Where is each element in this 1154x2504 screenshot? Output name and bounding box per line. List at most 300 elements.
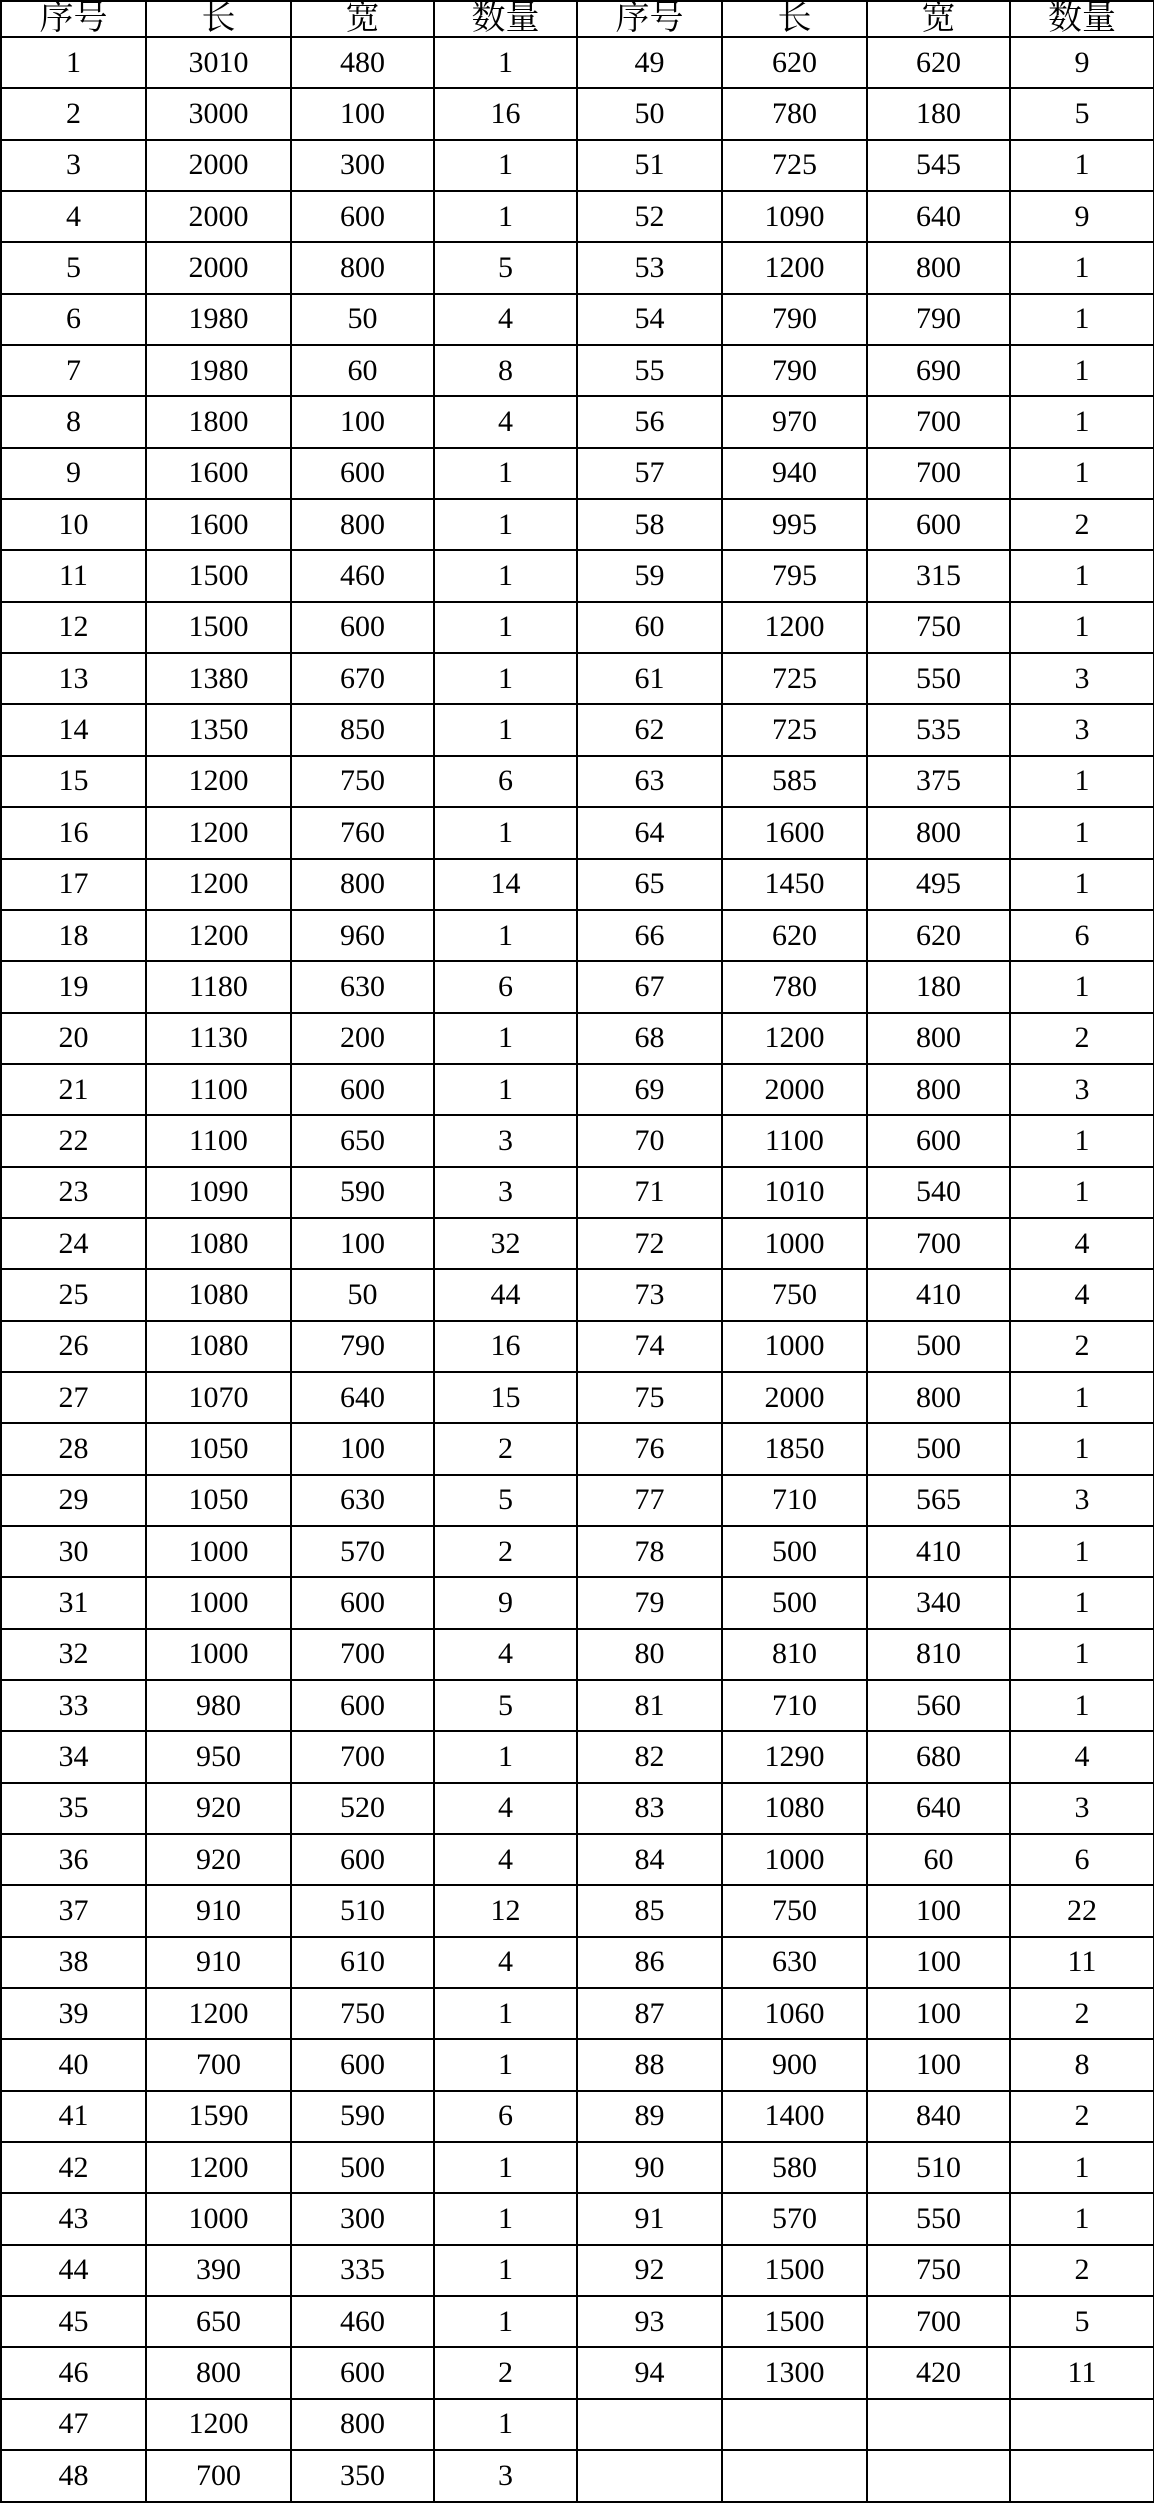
cell-quantity: 12 [434,1885,577,1936]
cell-quantity: 1 [434,191,577,242]
cell-width: 500 [867,1321,1010,1372]
cell-quantity: 15 [434,1372,577,1423]
table-row [1,1680,1154,1731]
cell-index: 13 [1,653,146,704]
cell-width: 800 [291,499,434,550]
cell-index: 16 [1,807,146,858]
table-row [1,2296,1154,2347]
cell-length: 710 [722,1680,867,1731]
cell-length: 910 [146,1937,291,1988]
cell-length: 1000 [146,1526,291,1577]
cell-width: 100 [291,88,434,139]
cell-length: 1200 [146,859,291,910]
cell-length: 1100 [146,1064,291,1115]
cell-index: 51 [577,140,722,191]
table-row [1,1731,1154,1782]
cell-width [867,2450,1010,2502]
cell-length: 1200 [146,807,291,858]
cell-index: 80 [577,1629,722,1680]
cell-width: 180 [867,961,1010,1012]
cell-quantity: 2 [434,1423,577,1474]
cell-index: 75 [577,1372,722,1423]
cell-length: 1000 [722,1218,867,1269]
cell-length: 1600 [146,448,291,499]
cell-quantity: 1 [1010,1526,1154,1577]
cell-length: 1200 [722,602,867,653]
cell-width: 700 [291,1731,434,1782]
header-index-right: 序号 [577,1,722,37]
cell-quantity: 1 [1010,448,1154,499]
cell-width: 550 [867,653,1010,704]
cell-length: 995 [722,499,867,550]
table-row [1,1937,1154,1988]
cell-width: 680 [867,1731,1010,1782]
cell-width: 620 [867,910,1010,961]
cell-width: 100 [291,1218,434,1269]
table-row [1,345,1154,396]
cell-quantity: 1 [1010,1577,1154,1628]
cell-length: 780 [722,88,867,139]
cell-width: 600 [291,191,434,242]
cell-quantity: 3 [434,1115,577,1166]
header-index-left: 序号 [1,1,146,37]
cell-quantity: 1 [1010,242,1154,293]
table-row [1,1321,1154,1372]
cell-width: 315 [867,550,1010,601]
cell-quantity: 1 [434,550,577,601]
cell-index: 63 [577,756,722,807]
cell-width: 560 [867,1680,1010,1731]
cell-width: 800 [291,859,434,910]
cell-length: 2000 [722,1372,867,1423]
cell-width: 420 [867,2347,1010,2398]
cell-quantity: 2 [1010,1013,1154,1064]
cell-quantity: 1 [1010,294,1154,345]
cell-index: 12 [1,602,146,653]
cell-quantity: 5 [434,1475,577,1526]
table-row [1,448,1154,499]
cell-quantity: 9 [434,1577,577,1628]
cell-length: 790 [722,294,867,345]
cell-quantity: 1 [1010,2193,1154,2244]
cell-quantity: 3 [1010,653,1154,704]
cell-length: 1080 [146,1269,291,1320]
cell-width: 800 [291,2399,434,2450]
table-row [1,1167,1154,1218]
cell-length: 620 [722,910,867,961]
table-row [1,396,1154,447]
cell-quantity: 14 [434,859,577,910]
cell-index: 48 [1,2450,146,2502]
cell-index: 79 [577,1577,722,1628]
cell-quantity: 3 [434,1167,577,1218]
cell-width: 650 [291,1115,434,1166]
table-row [1,1372,1154,1423]
cell-width: 700 [867,448,1010,499]
cell-index: 27 [1,1372,146,1423]
cell-width: 545 [867,140,1010,191]
cell-length: 630 [722,1937,867,1988]
cell-index: 39 [1,1988,146,2039]
cell-length: 1090 [146,1167,291,1218]
cell-length: 390 [146,2245,291,2296]
cell-quantity: 4 [434,396,577,447]
cell-width: 200 [291,1013,434,1064]
cell-width: 600 [867,499,1010,550]
table-row [1,756,1154,807]
cell-length: 1600 [146,499,291,550]
cell-length: 1800 [146,396,291,447]
table-row [1,2039,1154,2090]
cell-index: 72 [577,1218,722,1269]
cell-width: 550 [867,2193,1010,2244]
cell-index: 40 [1,2039,146,2090]
cell-width: 100 [291,396,434,447]
table-row [1,294,1154,345]
cell-index: 59 [577,550,722,601]
cell-width: 565 [867,1475,1010,1526]
cell-length: 1600 [722,807,867,858]
cell-width: 600 [291,1577,434,1628]
table-row [1,1629,1154,1680]
cell-width: 100 [867,1885,1010,1936]
cell-length: 1290 [722,1731,867,1782]
cell-index: 77 [577,1475,722,1526]
cell-quantity: 2 [1010,1321,1154,1372]
cell-width: 800 [867,807,1010,858]
cell-length: 3010 [146,37,291,88]
cell-width: 700 [867,396,1010,447]
cell-quantity: 1 [434,2039,577,2090]
cell-index: 41 [1,2091,146,2142]
cell-length: 1080 [146,1218,291,1269]
cell-width: 600 [291,1834,434,1885]
cell-quantity: 6 [1010,1834,1154,1885]
cell-length: 700 [146,2450,291,2502]
cell-length: 1090 [722,191,867,242]
cell-length: 780 [722,961,867,1012]
cell-length: 650 [146,2296,291,2347]
cell-quantity: 1 [1010,1167,1154,1218]
cell-length: 1850 [722,1423,867,1474]
table-row [1,242,1154,293]
cell-index: 43 [1,2193,146,2244]
cell-width: 600 [291,1064,434,1115]
cell-length: 1500 [146,550,291,601]
cell-index: 42 [1,2142,146,2193]
cell-index: 38 [1,1937,146,1988]
cell-width: 600 [867,1115,1010,1166]
cell-width: 690 [867,345,1010,396]
cell-width: 800 [291,242,434,293]
table-row [1,2347,1154,2398]
cell-index: 15 [1,756,146,807]
table-row [1,1013,1154,1064]
cell-quantity: 2 [1010,2091,1154,2142]
cell-index: 4 [1,191,146,242]
cell-width [867,2399,1010,2450]
cell-quantity: 22 [1010,1885,1154,1936]
cell-index: 7 [1,345,146,396]
cell-quantity: 8 [1010,2039,1154,2090]
cell-width: 790 [291,1321,434,1372]
cell-quantity: 5 [1010,88,1154,139]
cell-length: 1980 [146,294,291,345]
cell-quantity: 1 [1010,1115,1154,1166]
cell-width: 790 [867,294,1010,345]
cell-index: 67 [577,961,722,1012]
cell-width: 840 [867,2091,1010,2142]
cell-length: 1080 [722,1783,867,1834]
cell-width: 610 [291,1937,434,1988]
cell-length: 1000 [722,1321,867,1372]
cell-quantity: 16 [434,1321,577,1372]
cell-width: 50 [291,1269,434,1320]
cell-index: 62 [577,704,722,755]
cell-length: 1070 [146,1372,291,1423]
cell-width: 670 [291,653,434,704]
cell-width: 850 [291,704,434,755]
cell-index: 91 [577,2193,722,2244]
cell-length [722,2450,867,2502]
table-row [1,550,1154,601]
cell-index: 17 [1,859,146,910]
cell-index: 19 [1,961,146,1012]
cell-width: 100 [867,2039,1010,2090]
cell-quantity: 1 [434,1731,577,1782]
cell-width: 600 [291,2039,434,2090]
cell-length: 2000 [146,242,291,293]
table-row [1,88,1154,139]
header-quantity-left: 数量 [434,1,577,37]
cell-index: 56 [577,396,722,447]
cell-index: 21 [1,1064,146,1115]
cell-index: 90 [577,2142,722,2193]
cell-length: 920 [146,1783,291,1834]
table-row [1,1885,1154,1936]
cell-index: 28 [1,1423,146,1474]
cell-length: 1060 [722,1988,867,2039]
cell-width: 640 [291,1372,434,1423]
cell-index: 60 [577,602,722,653]
cell-index: 44 [1,2245,146,2296]
cell-length: 1000 [146,2193,291,2244]
cell-length: 795 [722,550,867,601]
cell-width: 590 [291,2091,434,2142]
cell-quantity: 1 [434,807,577,858]
cell-quantity: 6 [434,2091,577,2142]
cell-quantity: 4 [1010,1218,1154,1269]
cell-length: 790 [722,345,867,396]
cell-index: 8 [1,396,146,447]
cell-index: 32 [1,1629,146,1680]
table-row [1,1115,1154,1166]
cell-index: 65 [577,859,722,910]
cell-length: 900 [722,2039,867,2090]
cell-quantity: 1 [1010,2142,1154,2193]
cell-index: 47 [1,2399,146,2450]
cell-quantity: 32 [434,1218,577,1269]
cell-width: 500 [291,2142,434,2193]
cell-quantity: 5 [434,1680,577,1731]
cell-width: 460 [291,2296,434,2347]
cell-length: 1300 [722,2347,867,2398]
cell-index: 54 [577,294,722,345]
cell-quantity: 4 [434,1834,577,1885]
cell-index: 37 [1,1885,146,1936]
cell-width: 750 [867,602,1010,653]
cell-length: 725 [722,704,867,755]
cell-length: 1500 [722,2296,867,2347]
cell-length: 710 [722,1475,867,1526]
cell-width: 60 [867,1834,1010,1885]
cell-length: 500 [722,1577,867,1628]
cell-width: 100 [291,1423,434,1474]
cell-length: 1130 [146,1013,291,1064]
table-row [1,807,1154,858]
table-row [1,961,1154,1012]
header-quantity-right: 数量 [1010,1,1154,37]
table-row [1,1526,1154,1577]
cell-quantity: 6 [1010,910,1154,961]
cell-quantity: 3 [1010,1783,1154,1834]
cell-index: 11 [1,550,146,601]
cell-index: 55 [577,345,722,396]
cell-width: 800 [867,1013,1010,1064]
cell-index: 58 [577,499,722,550]
cell-index: 76 [577,1423,722,1474]
cell-quantity: 6 [434,756,577,807]
cell-index: 24 [1,1218,146,1269]
cell-width: 630 [291,1475,434,1526]
cell-width: 300 [291,2193,434,2244]
cell-width: 300 [291,140,434,191]
cell-width: 700 [867,2296,1010,2347]
cell-width: 640 [867,1783,1010,1834]
cell-quantity: 1 [434,910,577,961]
cell-index: 82 [577,1731,722,1782]
cell-quantity: 6 [434,961,577,1012]
header-width-right: 宽 [867,1,1010,37]
cell-quantity: 2 [1010,2245,1154,2296]
cell-quantity: 5 [434,242,577,293]
cell-index: 26 [1,1321,146,1372]
cell-index: 36 [1,1834,146,1885]
cell-quantity: 1 [434,2399,577,2450]
cell-index: 52 [577,191,722,242]
cell-index: 70 [577,1115,722,1166]
cell-quantity: 3 [1010,1064,1154,1115]
table-row [1,2399,1154,2450]
cell-length: 1050 [146,1423,291,1474]
cell-length: 1200 [146,2142,291,2193]
cell-length: 750 [722,1885,867,1936]
cell-index: 87 [577,1988,722,2039]
cell-quantity: 1 [1010,1423,1154,1474]
cell-quantity: 1 [434,1013,577,1064]
cell-index: 53 [577,242,722,293]
table-row [1,191,1154,242]
cell-width: 630 [291,961,434,1012]
cell-length: 725 [722,140,867,191]
cell-quantity: 1 [1010,345,1154,396]
cell-width: 540 [867,1167,1010,1218]
cell-quantity: 1 [1010,1680,1154,1731]
cell-quantity: 9 [1010,191,1154,242]
cell-length: 1080 [146,1321,291,1372]
cell-length: 1180 [146,961,291,1012]
cell-quantity: 1 [434,2142,577,2193]
table-row [1,1834,1154,1885]
cell-index: 3 [1,140,146,191]
cell-width: 600 [291,602,434,653]
cell-index: 34 [1,1731,146,1782]
cell-length: 725 [722,653,867,704]
cell-length: 1590 [146,2091,291,2142]
cell-quantity [1010,2450,1154,2502]
cell-length: 1500 [146,602,291,653]
cell-index: 18 [1,910,146,961]
cell-index: 94 [577,2347,722,2398]
cell-length: 1000 [722,1834,867,1885]
cell-index: 33 [1,1680,146,1731]
cell-quantity: 4 [434,1629,577,1680]
cell-width: 375 [867,756,1010,807]
cell-quantity: 2 [434,1526,577,1577]
cell-index: 57 [577,448,722,499]
cell-length [722,2399,867,2450]
cell-index: 31 [1,1577,146,1628]
cell-index: 29 [1,1475,146,1526]
cell-width: 510 [867,2142,1010,2193]
cell-index: 93 [577,2296,722,2347]
cell-index: 81 [577,1680,722,1731]
table-body [1,37,1154,2502]
cell-length: 910 [146,1885,291,1936]
cell-width: 535 [867,704,1010,755]
cell-width: 590 [291,1167,434,1218]
cell-width: 640 [867,191,1010,242]
cell-index: 50 [577,88,722,139]
cell-quantity: 2 [1010,1988,1154,2039]
cell-length: 800 [146,2347,291,2398]
table-row [1,859,1154,910]
cell-quantity: 1 [434,37,577,88]
cell-index: 2 [1,88,146,139]
cell-length: 585 [722,756,867,807]
cell-index: 22 [1,1115,146,1166]
cell-length: 700 [146,2039,291,2090]
cell-length: 1200 [146,910,291,961]
cell-quantity: 1 [434,704,577,755]
cell-width: 600 [291,448,434,499]
cell-width: 495 [867,859,1010,910]
cell-index: 10 [1,499,146,550]
cell-length: 1200 [146,1988,291,2039]
cell-quantity: 1 [434,602,577,653]
header-length-left: 长 [146,1,291,37]
cell-width: 340 [867,1577,1010,1628]
cell-width: 180 [867,88,1010,139]
cell-index: 46 [1,2347,146,2398]
cell-length: 1000 [146,1629,291,1680]
cell-length: 1200 [722,242,867,293]
cell-length: 1500 [722,2245,867,2296]
cell-quantity: 8 [434,345,577,396]
table-row [1,37,1154,88]
cell-length: 1200 [146,2399,291,2450]
cell-index: 49 [577,37,722,88]
